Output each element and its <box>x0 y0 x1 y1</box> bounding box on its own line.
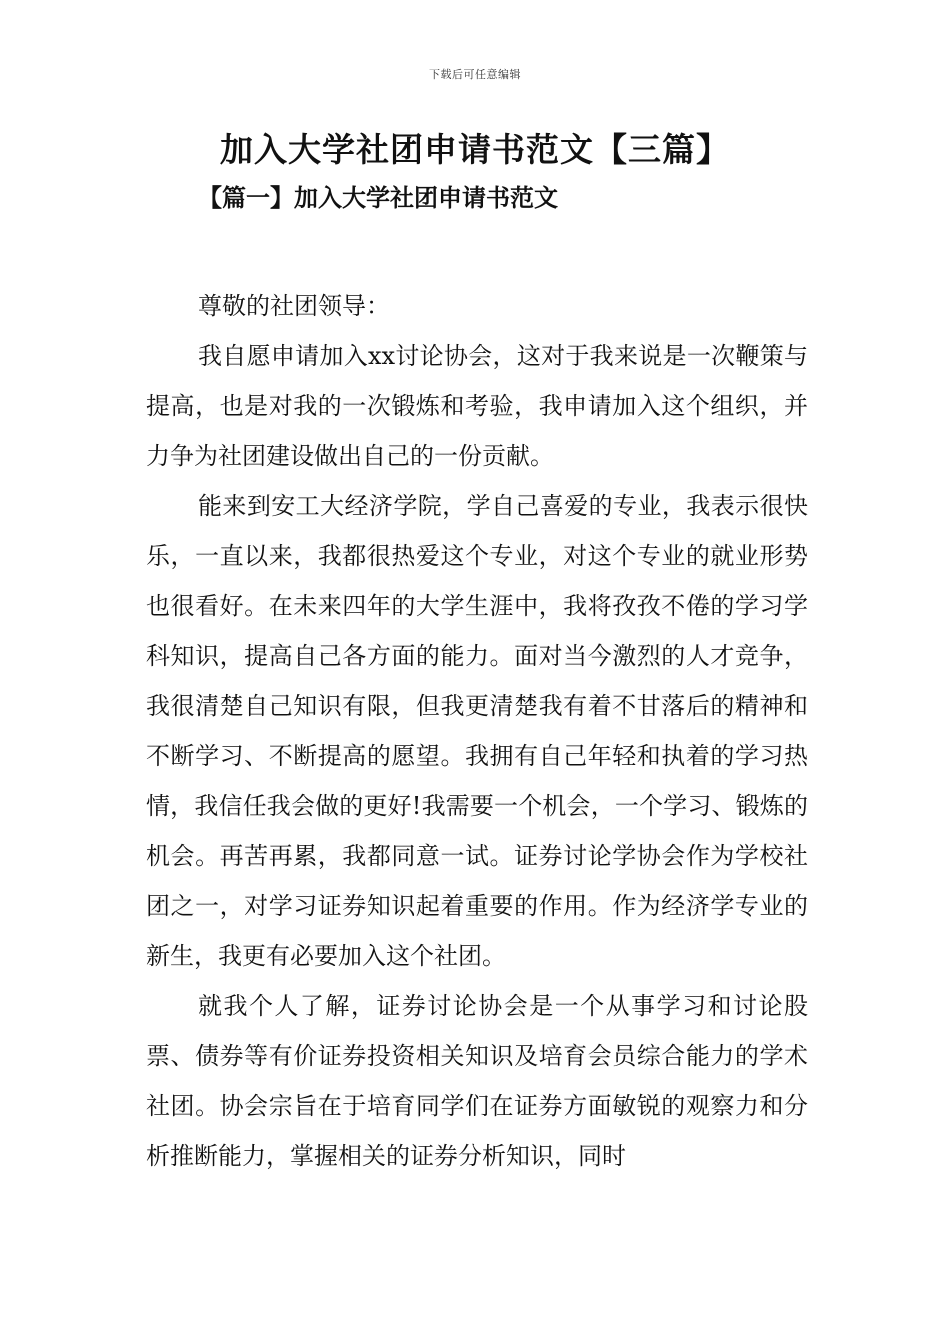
section-heading: 【篇一】加入大学社团申请书范文 <box>198 183 558 212</box>
paragraph-3: 就我个人了解，证券讨论协会是一个从事学习和讨论股票、债券等有价证券投资相关知识及培育会员综合能力的学术社团。协会宗旨在于培育同学们在证券方面敏锐的观察力和分析推断能力，掌握相关的证券分析知识，同时 <box>146 992 808 1170</box>
paragraph-1: 我自愿申请加入xx讨论协会，这对于我来说是一次鞭策与提高，也是对我的一次锻炼和考验，我申请加入这个组织，并力争为社团建设做出自己的一份贡献。 <box>146 342 808 470</box>
header-note: 下载后可任意编辑 <box>429 68 521 81</box>
document-body <box>146 281 808 1181</box>
salutation: 尊敬的社团领导： <box>198 292 390 320</box>
document-title: 加入大学社团申请书范文【三篇】 <box>220 130 730 169</box>
paragraph-2: 能来到安工大经济学院，学自己喜爱的专业，我表示很快乐，一直以来，我都很热爱这个专业，对这个专业的就业形势也很看好。在未来四年的大学生涯中，我将孜孜不倦的学习学科知识，提高自己各方面的能力。面对当今激烈的人才竞争，我很清楚自己知识有限，但我更清楚我有着不甘落后的精神和不断学习、不断提高的愿望。我拥有自己年轻和执着的学习热情，我信任我会做的更好!我需要一个机会，一个学习、锻炼的机会。再苦再累，我都同意一试。证券讨论学协会作为学校社团之一，对学习证券知识起着重要的作用。作为经济学专业的新生，我更有必要加入这个社团。 <box>146 492 808 970</box>
